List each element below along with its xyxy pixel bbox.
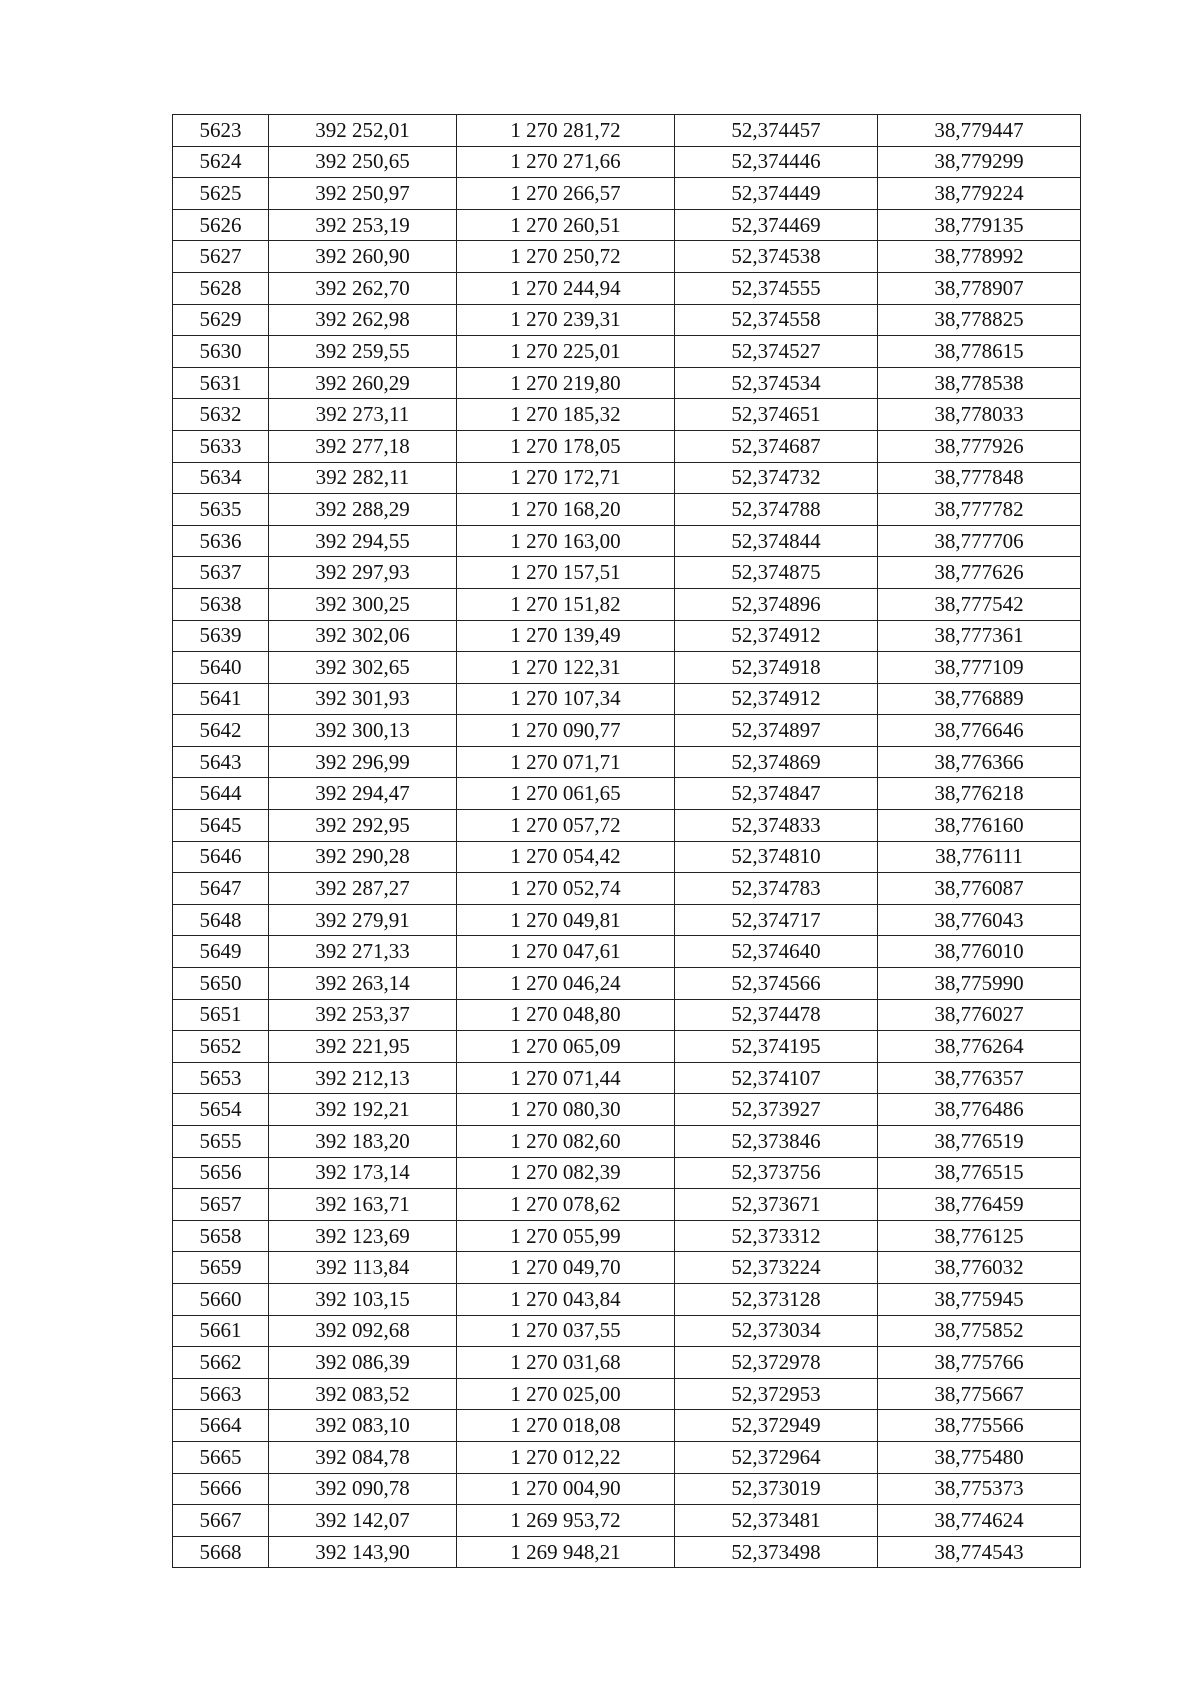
y-coordinate-cell: 1 270 219,80 [457, 367, 675, 399]
latitude-cell: 52,374555 [675, 272, 878, 304]
point-number-cell: 5656 [173, 1157, 269, 1189]
x-coordinate-cell: 392 288,29 [269, 494, 457, 526]
latitude-cell: 52,374107 [675, 1062, 878, 1094]
y-coordinate-cell: 1 270 090,77 [457, 715, 675, 747]
latitude-cell: 52,373019 [675, 1473, 878, 1505]
latitude-cell: 52,373224 [675, 1252, 878, 1284]
latitude-cell: 52,374538 [675, 241, 878, 273]
y-coordinate-cell: 1 270 151,82 [457, 588, 675, 620]
point-number-cell: 5648 [173, 904, 269, 936]
x-coordinate-cell: 392 287,27 [269, 873, 457, 905]
latitude-cell: 52,374875 [675, 557, 878, 589]
latitude-cell: 52,374478 [675, 999, 878, 1031]
latitude-cell: 52,374732 [675, 462, 878, 494]
x-coordinate-cell: 392 282,11 [269, 462, 457, 494]
x-coordinate-cell: 392 092,68 [269, 1315, 457, 1347]
longitude-cell: 38,776027 [878, 999, 1081, 1031]
latitude-cell: 52,374469 [675, 209, 878, 241]
longitude-cell: 38,776357 [878, 1062, 1081, 1094]
table-row [173, 178, 1081, 210]
table-row [173, 999, 1081, 1031]
x-coordinate-cell: 392 260,90 [269, 241, 457, 273]
latitude-cell: 52,374651 [675, 399, 878, 431]
x-coordinate-cell: 392 083,10 [269, 1410, 457, 1442]
x-coordinate-cell: 392 192,21 [269, 1094, 457, 1126]
y-coordinate-cell: 1 270 071,44 [457, 1062, 675, 1094]
latitude-cell: 52,374833 [675, 810, 878, 842]
latitude-cell: 52,374558 [675, 304, 878, 336]
latitude-cell: 52,374912 [675, 683, 878, 715]
point-number-cell: 5627 [173, 241, 269, 273]
latitude-cell: 52,374687 [675, 430, 878, 462]
point-number-cell: 5653 [173, 1062, 269, 1094]
point-number-cell: 5637 [173, 557, 269, 589]
point-number-cell: 5650 [173, 968, 269, 1000]
table-row [173, 1157, 1081, 1189]
longitude-cell: 38,776087 [878, 873, 1081, 905]
y-coordinate-cell: 1 270 082,39 [457, 1157, 675, 1189]
latitude-cell: 52,373034 [675, 1315, 878, 1347]
y-coordinate-cell: 1 270 012,22 [457, 1441, 675, 1473]
x-coordinate-cell: 392 090,78 [269, 1473, 457, 1505]
point-number-cell: 5649 [173, 936, 269, 968]
x-coordinate-cell: 392 163,71 [269, 1189, 457, 1221]
table-row [173, 367, 1081, 399]
longitude-cell: 38,777848 [878, 462, 1081, 494]
longitude-cell: 38,778538 [878, 367, 1081, 399]
x-coordinate-cell: 392 252,01 [269, 115, 457, 147]
y-coordinate-cell: 1 270 057,72 [457, 810, 675, 842]
table-row [173, 683, 1081, 715]
y-coordinate-cell: 1 270 157,51 [457, 557, 675, 589]
x-coordinate-cell: 392 302,65 [269, 652, 457, 684]
y-coordinate-cell: 1 270 078,62 [457, 1189, 675, 1221]
longitude-cell: 38,775667 [878, 1378, 1081, 1410]
y-coordinate-cell: 1 270 047,61 [457, 936, 675, 968]
point-number-cell: 5638 [173, 588, 269, 620]
point-number-cell: 5643 [173, 746, 269, 778]
table-row [173, 841, 1081, 873]
table-row [173, 146, 1081, 178]
point-number-cell: 5664 [173, 1410, 269, 1442]
table-row [173, 1283, 1081, 1315]
point-number-cell: 5630 [173, 336, 269, 368]
longitude-cell: 38,776519 [878, 1126, 1081, 1158]
longitude-cell: 38,775990 [878, 968, 1081, 1000]
longitude-cell: 38,776043 [878, 904, 1081, 936]
longitude-cell: 38,777782 [878, 494, 1081, 526]
y-coordinate-cell: 1 270 046,24 [457, 968, 675, 1000]
longitude-cell: 38,779135 [878, 209, 1081, 241]
point-number-cell: 5661 [173, 1315, 269, 1347]
y-coordinate-cell: 1 270 080,30 [457, 1094, 675, 1126]
longitude-cell: 38,776366 [878, 746, 1081, 778]
table-row [173, 746, 1081, 778]
x-coordinate-cell: 392 300,13 [269, 715, 457, 747]
longitude-cell: 38,778033 [878, 399, 1081, 431]
table-row [173, 1094, 1081, 1126]
y-coordinate-cell: 1 269 953,72 [457, 1505, 675, 1537]
y-coordinate-cell: 1 270 025,00 [457, 1378, 675, 1410]
x-coordinate-cell: 392 086,39 [269, 1347, 457, 1379]
y-coordinate-cell: 1 270 048,80 [457, 999, 675, 1031]
y-coordinate-cell: 1 270 185,32 [457, 399, 675, 431]
longitude-cell: 38,776486 [878, 1094, 1081, 1126]
table-row [173, 1441, 1081, 1473]
longitude-cell: 38,775480 [878, 1441, 1081, 1473]
x-coordinate-cell: 392 250,97 [269, 178, 457, 210]
latitude-cell: 52,374527 [675, 336, 878, 368]
longitude-cell: 38,776515 [878, 1157, 1081, 1189]
latitude-cell: 52,373671 [675, 1189, 878, 1221]
latitude-cell: 52,374897 [675, 715, 878, 747]
table-row [173, 462, 1081, 494]
point-number-cell: 5635 [173, 494, 269, 526]
point-number-cell: 5646 [173, 841, 269, 873]
longitude-cell: 38,776459 [878, 1189, 1081, 1221]
y-coordinate-cell: 1 270 049,81 [457, 904, 675, 936]
y-coordinate-cell: 1 270 168,20 [457, 494, 675, 526]
y-coordinate-cell: 1 270 266,57 [457, 178, 675, 210]
coordinates-table-body [173, 115, 1081, 1568]
point-number-cell: 5645 [173, 810, 269, 842]
longitude-cell: 38,776218 [878, 778, 1081, 810]
latitude-cell: 52,373481 [675, 1505, 878, 1537]
longitude-cell: 38,776646 [878, 715, 1081, 747]
table-row [173, 304, 1081, 336]
table-row [173, 968, 1081, 1000]
latitude-cell: 52,374449 [675, 178, 878, 210]
x-coordinate-cell: 392 292,95 [269, 810, 457, 842]
point-number-cell: 5666 [173, 1473, 269, 1505]
latitude-cell: 52,374534 [675, 367, 878, 399]
table-row [173, 1252, 1081, 1284]
point-number-cell: 5657 [173, 1189, 269, 1221]
table-row [173, 336, 1081, 368]
latitude-cell: 52,374640 [675, 936, 878, 968]
x-coordinate-cell: 392 273,11 [269, 399, 457, 431]
table-row [173, 810, 1081, 842]
longitude-cell: 38,777361 [878, 620, 1081, 652]
x-coordinate-cell: 392 271,33 [269, 936, 457, 968]
table-row [173, 557, 1081, 589]
table-row [173, 1536, 1081, 1568]
longitude-cell: 38,779224 [878, 178, 1081, 210]
latitude-cell: 52,373927 [675, 1094, 878, 1126]
longitude-cell: 38,775566 [878, 1410, 1081, 1442]
point-number-cell: 5640 [173, 652, 269, 684]
point-number-cell: 5651 [173, 999, 269, 1031]
y-coordinate-cell: 1 270 082,60 [457, 1126, 675, 1158]
y-coordinate-cell: 1 270 052,74 [457, 873, 675, 905]
point-number-cell: 5624 [173, 146, 269, 178]
table-row [173, 1189, 1081, 1221]
x-coordinate-cell: 392 297,93 [269, 557, 457, 589]
point-number-cell: 5631 [173, 367, 269, 399]
point-number-cell: 5634 [173, 462, 269, 494]
latitude-cell: 52,374918 [675, 652, 878, 684]
table-row [173, 1378, 1081, 1410]
longitude-cell: 38,774543 [878, 1536, 1081, 1568]
x-coordinate-cell: 392 302,06 [269, 620, 457, 652]
point-number-cell: 5663 [173, 1378, 269, 1410]
x-coordinate-cell: 392 294,47 [269, 778, 457, 810]
longitude-cell: 38,776264 [878, 1031, 1081, 1063]
point-number-cell: 5652 [173, 1031, 269, 1063]
x-coordinate-cell: 392 123,69 [269, 1220, 457, 1252]
longitude-cell: 38,775766 [878, 1347, 1081, 1379]
table-row [173, 430, 1081, 462]
x-coordinate-cell: 392 296,99 [269, 746, 457, 778]
x-coordinate-cell: 392 083,52 [269, 1378, 457, 1410]
point-number-cell: 5642 [173, 715, 269, 747]
y-coordinate-cell: 1 270 055,99 [457, 1220, 675, 1252]
x-coordinate-cell: 392 300,25 [269, 588, 457, 620]
point-number-cell: 5641 [173, 683, 269, 715]
x-coordinate-cell: 392 262,98 [269, 304, 457, 336]
x-coordinate-cell: 392 084,78 [269, 1441, 457, 1473]
x-coordinate-cell: 392 212,13 [269, 1062, 457, 1094]
y-coordinate-cell: 1 270 065,09 [457, 1031, 675, 1063]
table-row [173, 715, 1081, 747]
table-row [173, 1031, 1081, 1063]
longitude-cell: 38,778992 [878, 241, 1081, 273]
y-coordinate-cell: 1 270 018,08 [457, 1410, 675, 1442]
longitude-cell: 38,774624 [878, 1505, 1081, 1537]
point-number-cell: 5625 [173, 178, 269, 210]
latitude-cell: 52,374847 [675, 778, 878, 810]
table-row [173, 1315, 1081, 1347]
longitude-cell: 38,776889 [878, 683, 1081, 715]
x-coordinate-cell: 392 173,14 [269, 1157, 457, 1189]
x-coordinate-cell: 392 263,14 [269, 968, 457, 1000]
y-coordinate-cell: 1 270 178,05 [457, 430, 675, 462]
point-number-cell: 5629 [173, 304, 269, 336]
x-coordinate-cell: 392 277,18 [269, 430, 457, 462]
longitude-cell: 38,779299 [878, 146, 1081, 178]
point-number-cell: 5644 [173, 778, 269, 810]
latitude-cell: 52,374896 [675, 588, 878, 620]
table-row [173, 209, 1081, 241]
point-number-cell: 5647 [173, 873, 269, 905]
longitude-cell: 38,775945 [878, 1283, 1081, 1315]
x-coordinate-cell: 392 103,15 [269, 1283, 457, 1315]
longitude-cell: 38,777926 [878, 430, 1081, 462]
table-row [173, 620, 1081, 652]
x-coordinate-cell: 392 262,70 [269, 272, 457, 304]
table-row [173, 399, 1081, 431]
point-number-cell: 5658 [173, 1220, 269, 1252]
table-row [173, 1347, 1081, 1379]
table-row [173, 241, 1081, 273]
longitude-cell: 38,777542 [878, 588, 1081, 620]
x-coordinate-cell: 392 183,20 [269, 1126, 457, 1158]
latitude-cell: 52,374869 [675, 746, 878, 778]
table-row [173, 936, 1081, 968]
longitude-cell: 38,776032 [878, 1252, 1081, 1284]
longitude-cell: 38,777706 [878, 525, 1081, 557]
latitude-cell: 52,372964 [675, 1441, 878, 1473]
point-number-cell: 5633 [173, 430, 269, 462]
y-coordinate-cell: 1 270 260,51 [457, 209, 675, 241]
point-number-cell: 5667 [173, 1505, 269, 1537]
latitude-cell: 52,374566 [675, 968, 878, 1000]
table-row [173, 1505, 1081, 1537]
table-row [173, 1220, 1081, 1252]
latitude-cell: 52,372978 [675, 1347, 878, 1379]
x-coordinate-cell: 392 250,65 [269, 146, 457, 178]
table-row [173, 1126, 1081, 1158]
table-row [173, 652, 1081, 684]
latitude-cell: 52,373498 [675, 1536, 878, 1568]
point-number-cell: 5654 [173, 1094, 269, 1126]
point-number-cell: 5665 [173, 1441, 269, 1473]
point-number-cell: 5623 [173, 115, 269, 147]
longitude-cell: 38,776160 [878, 810, 1081, 842]
table-row [173, 778, 1081, 810]
point-number-cell: 5632 [173, 399, 269, 431]
point-number-cell: 5639 [173, 620, 269, 652]
longitude-cell: 38,778907 [878, 272, 1081, 304]
latitude-cell: 52,372953 [675, 1378, 878, 1410]
y-coordinate-cell: 1 270 054,42 [457, 841, 675, 873]
latitude-cell: 52,374788 [675, 494, 878, 526]
y-coordinate-cell: 1 270 107,34 [457, 683, 675, 715]
latitude-cell: 52,373756 [675, 1157, 878, 1189]
y-coordinate-cell: 1 270 031,68 [457, 1347, 675, 1379]
latitude-cell: 52,374912 [675, 620, 878, 652]
longitude-cell: 38,777109 [878, 652, 1081, 684]
x-coordinate-cell: 392 221,95 [269, 1031, 457, 1063]
point-number-cell: 5636 [173, 525, 269, 557]
longitude-cell: 38,778615 [878, 336, 1081, 368]
x-coordinate-cell: 392 259,55 [269, 336, 457, 368]
coordinates-table [172, 114, 1081, 1568]
point-number-cell: 5628 [173, 272, 269, 304]
latitude-cell: 52,374457 [675, 115, 878, 147]
y-coordinate-cell: 1 270 250,72 [457, 241, 675, 273]
latitude-cell: 52,373128 [675, 1283, 878, 1315]
latitude-cell: 52,374810 [675, 841, 878, 873]
x-coordinate-cell: 392 290,28 [269, 841, 457, 873]
x-coordinate-cell: 392 301,93 [269, 683, 457, 715]
longitude-cell: 38,776111 [878, 841, 1081, 873]
x-coordinate-cell: 392 113,84 [269, 1252, 457, 1284]
y-coordinate-cell: 1 270 225,01 [457, 336, 675, 368]
longitude-cell: 38,775852 [878, 1315, 1081, 1347]
longitude-cell: 38,778825 [878, 304, 1081, 336]
point-number-cell: 5626 [173, 209, 269, 241]
latitude-cell: 52,374446 [675, 146, 878, 178]
table-row [173, 1062, 1081, 1094]
x-coordinate-cell: 392 260,29 [269, 367, 457, 399]
table-row [173, 494, 1081, 526]
latitude-cell: 52,373312 [675, 1220, 878, 1252]
latitude-cell: 52,374717 [675, 904, 878, 936]
longitude-cell: 38,779447 [878, 115, 1081, 147]
table-row [173, 1410, 1081, 1442]
y-coordinate-cell: 1 270 239,31 [457, 304, 675, 336]
y-coordinate-cell: 1 269 948,21 [457, 1536, 675, 1568]
x-coordinate-cell: 392 253,37 [269, 999, 457, 1031]
y-coordinate-cell: 1 270 037,55 [457, 1315, 675, 1347]
y-coordinate-cell: 1 270 244,94 [457, 272, 675, 304]
latitude-cell: 52,374783 [675, 873, 878, 905]
y-coordinate-cell: 1 270 122,31 [457, 652, 675, 684]
point-number-cell: 5659 [173, 1252, 269, 1284]
longitude-cell: 38,776125 [878, 1220, 1081, 1252]
y-coordinate-cell: 1 270 172,71 [457, 462, 675, 494]
y-coordinate-cell: 1 270 271,66 [457, 146, 675, 178]
y-coordinate-cell: 1 270 043,84 [457, 1283, 675, 1315]
table-row [173, 1473, 1081, 1505]
latitude-cell: 52,374844 [675, 525, 878, 557]
x-coordinate-cell: 392 142,07 [269, 1505, 457, 1537]
y-coordinate-cell: 1 270 281,72 [457, 115, 675, 147]
table-row [173, 588, 1081, 620]
longitude-cell: 38,776010 [878, 936, 1081, 968]
longitude-cell: 38,777626 [878, 557, 1081, 589]
latitude-cell: 52,373846 [675, 1126, 878, 1158]
table-row [173, 873, 1081, 905]
latitude-cell: 52,372949 [675, 1410, 878, 1442]
longitude-cell: 38,775373 [878, 1473, 1081, 1505]
y-coordinate-cell: 1 270 049,70 [457, 1252, 675, 1284]
y-coordinate-cell: 1 270 061,65 [457, 778, 675, 810]
latitude-cell: 52,374195 [675, 1031, 878, 1063]
point-number-cell: 5668 [173, 1536, 269, 1568]
table-row [173, 525, 1081, 557]
y-coordinate-cell: 1 270 163,00 [457, 525, 675, 557]
point-number-cell: 5660 [173, 1283, 269, 1315]
y-coordinate-cell: 1 270 004,90 [457, 1473, 675, 1505]
y-coordinate-cell: 1 270 139,49 [457, 620, 675, 652]
y-coordinate-cell: 1 270 071,71 [457, 746, 675, 778]
x-coordinate-cell: 392 294,55 [269, 525, 457, 557]
table-row [173, 115, 1081, 147]
x-coordinate-cell: 392 279,91 [269, 904, 457, 936]
point-number-cell: 5662 [173, 1347, 269, 1379]
x-coordinate-cell: 392 253,19 [269, 209, 457, 241]
x-coordinate-cell: 392 143,90 [269, 1536, 457, 1568]
table-row [173, 904, 1081, 936]
point-number-cell: 5655 [173, 1126, 269, 1158]
table-row [173, 272, 1081, 304]
